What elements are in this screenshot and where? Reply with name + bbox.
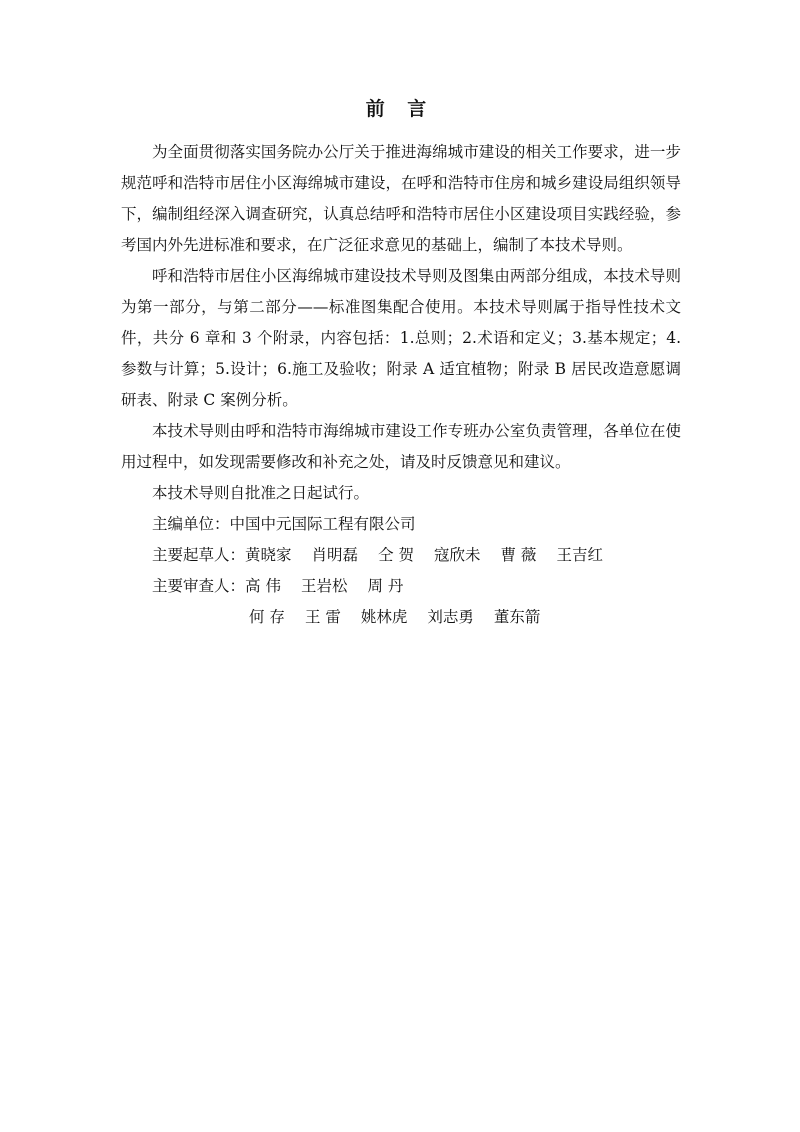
reviewer-name: 王岩松 xyxy=(300,577,348,595)
drafter-name: 肖明磊 xyxy=(311,546,359,564)
paragraph-composition: 呼和浩特市居住小区海绵城市建设技术导则及图集由两部分组成，本技术导则为第一部分，与第二部分——标准图集配合使用。本技术导则属于指导性技术文件，共分 6 章和 3 个附录，内容包括：1.总则；2.术语和定义；3.基本规定；4.参数与计算；5.设计；6.施工及验收；附录 A 适宜植物；附录 B 居民改造意愿调研表、附录 C 案例分析。 xyxy=(121,267,681,409)
drafter-name: 仝 贺 xyxy=(378,546,414,564)
reviewer-name: 董东箭 xyxy=(493,608,541,626)
page-title: 前 言 xyxy=(365,98,435,120)
reviewers-label: 主要审查人： xyxy=(152,577,246,595)
reviewers-names-line2 xyxy=(121,602,681,633)
reviewer-name: 王 雷 xyxy=(304,608,341,626)
drafters-label: 主要起草人： xyxy=(152,546,246,564)
paragraph-management: 本技术导则由呼和浩特市海绵城市建设工作专班办公室负责管理，各单位在使用过程中，如发现需要修改和补充之处，请及时反馈意见和建议。 xyxy=(121,422,681,471)
drafters-names xyxy=(245,540,623,571)
reviewer-name: 刘志勇 xyxy=(427,608,474,626)
drafter-name: 曹 薇 xyxy=(500,546,537,564)
preface-body xyxy=(121,137,681,633)
reviewer-name: 何 存 xyxy=(249,608,285,626)
drafter-name: 王吉红 xyxy=(556,546,603,564)
editor-label: 主编单位： xyxy=(152,515,230,533)
reviewer-name: 周 丹 xyxy=(367,577,404,595)
drafter-name: 寇欣未 xyxy=(433,546,481,564)
paragraph-trial: 本技术导则自批准之日起试行。 xyxy=(152,484,370,502)
editor-row xyxy=(121,509,681,540)
drafter-name: 黄晓家 xyxy=(245,546,292,564)
editor-value: 中国中元国际工程有限公司 xyxy=(229,515,416,533)
drafters-row xyxy=(121,540,681,571)
reviewer-name: 姚林虎 xyxy=(360,608,408,626)
reviewers-names-line1 xyxy=(245,571,423,602)
paragraph-intro: 为全面贯彻落实国务院办公厅关于推进海绵城市建设的相关工作要求，进一步规范呼和浩特市居住小区海绵城市建设，在呼和浩特市住房和城乡建设局组织领导下，编制组经深入调查研究，认真总结呼和浩特市居住小区建设项目实践经验，参考国内外先进标准和要求，在广泛征求意见的基础上，编制了本技术导则。 xyxy=(121,143,681,254)
reviewers-row xyxy=(121,571,681,602)
reviewer-name: 高 伟 xyxy=(245,577,281,595)
